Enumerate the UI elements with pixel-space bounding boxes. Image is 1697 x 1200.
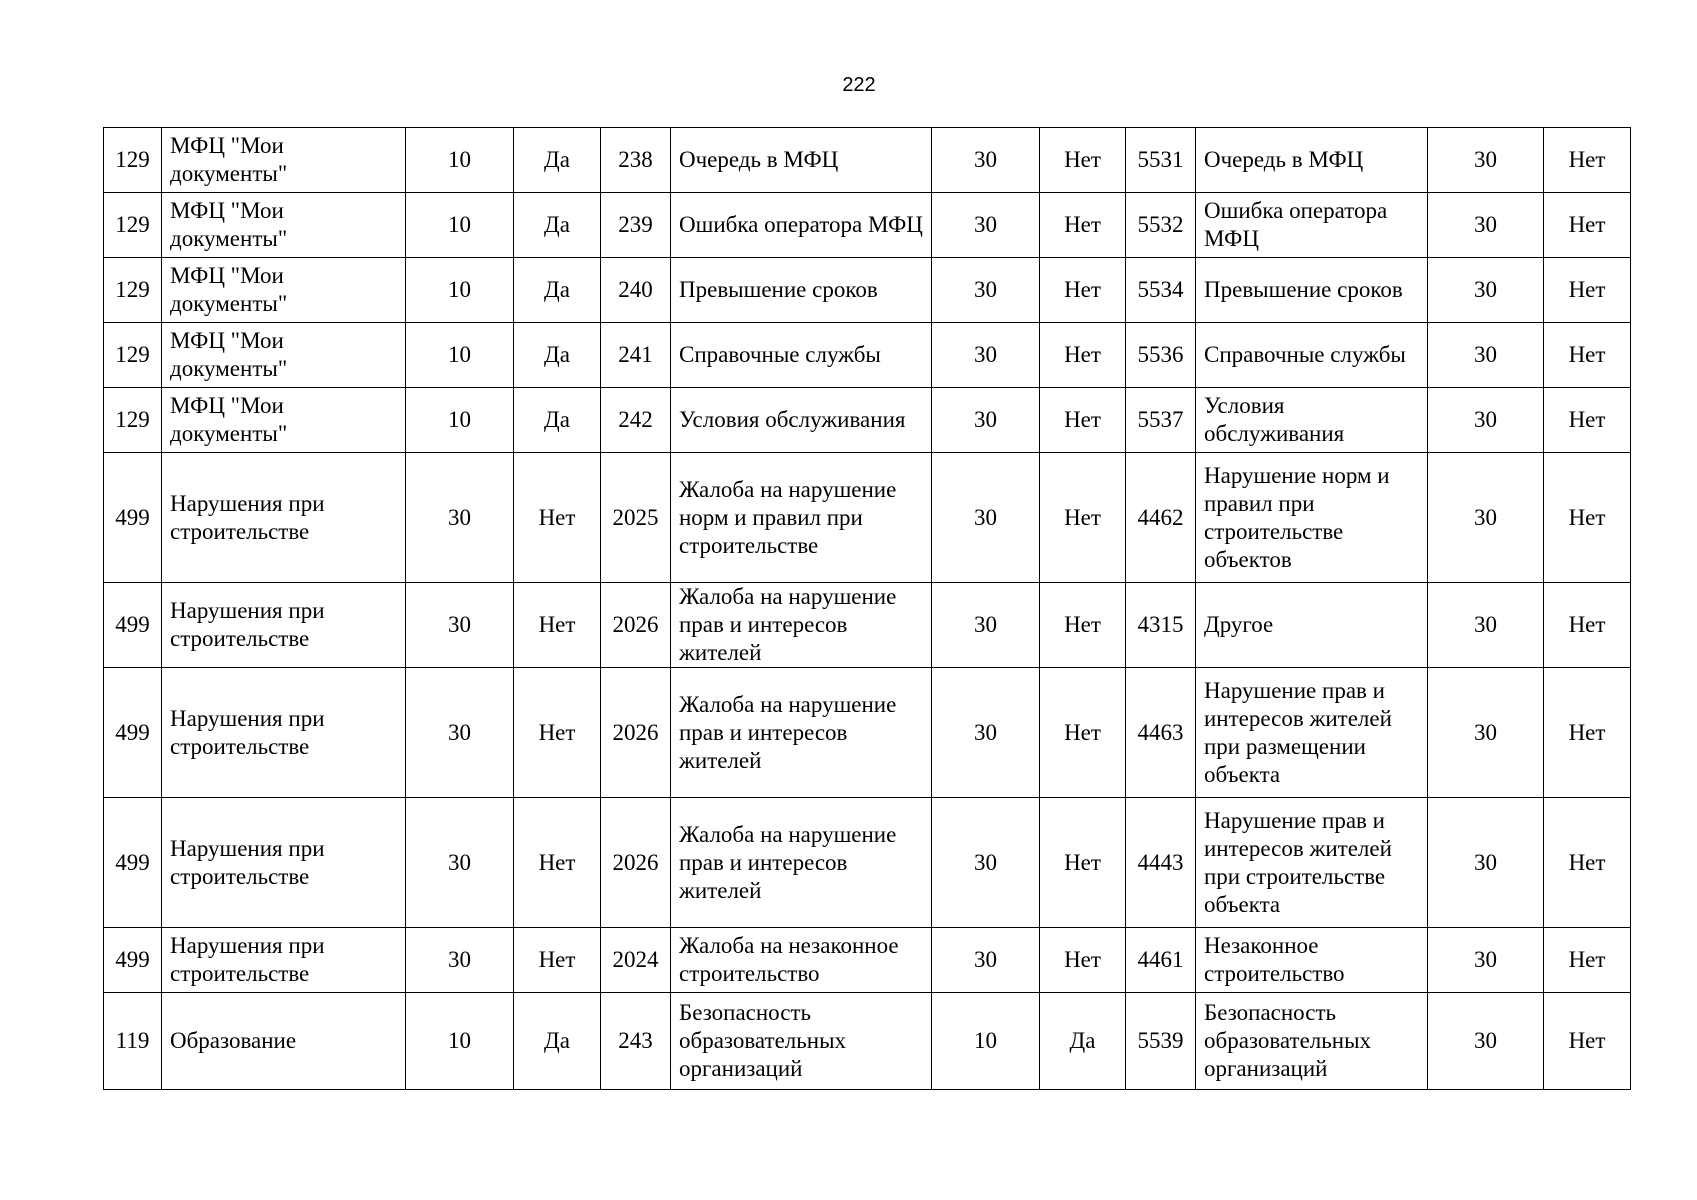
category-days-cell: 30 [406, 798, 514, 928]
topic-days-cell: 30 [1428, 193, 1544, 258]
subcategory-name-cell: Жалоба на нарушение прав и интересов жителей [671, 668, 932, 798]
category-code-cell: 119 [104, 993, 162, 1090]
category-code-cell: 499 [104, 668, 162, 798]
category-flag-cell: Нет [514, 453, 601, 583]
subcategory-flag-cell: Нет [1040, 258, 1126, 323]
subcategory-flag-cell: Нет [1040, 128, 1126, 193]
subcategory-days-cell: 30 [932, 453, 1040, 583]
category-flag-cell: Нет [514, 928, 601, 993]
topic-name-cell: Превышение сроков [1196, 258, 1428, 323]
topic-name-cell: Нарушение норм и правил при строительстве объектов [1196, 453, 1428, 583]
topic-days-cell: 30 [1428, 668, 1544, 798]
category-days-cell: 10 [406, 323, 514, 388]
subcategory-code-cell: 2025 [601, 453, 671, 583]
category-days-cell: 10 [406, 193, 514, 258]
category-flag-cell: Да [514, 128, 601, 193]
topic-flag-cell: Нет [1544, 388, 1631, 453]
topic-flag-cell: Нет [1544, 258, 1631, 323]
topic-code-cell: 5537 [1126, 388, 1196, 453]
subcategory-flag-cell: Нет [1040, 193, 1126, 258]
category-name-cell: Нарушения при строительстве [162, 453, 406, 583]
topic-code-cell: 5531 [1126, 128, 1196, 193]
subcategory-name-cell: Жалоба на нарушение норм и правил при строительстве [671, 453, 932, 583]
subcategory-days-cell: 30 [932, 668, 1040, 798]
subcategory-code-cell: 2026 [601, 583, 671, 668]
topic-days-cell: 30 [1428, 993, 1544, 1090]
subcategory-code-cell: 2026 [601, 668, 671, 798]
topic-flag-cell: Нет [1544, 128, 1631, 193]
table-row [104, 453, 1631, 583]
subcategory-code-cell: 238 [601, 128, 671, 193]
topic-code-cell: 5532 [1126, 193, 1196, 258]
subcategory-days-cell: 30 [932, 323, 1040, 388]
topic-name-cell: Ошибка оператора МФЦ [1196, 193, 1428, 258]
subcategory-name-cell: Жалоба на нарушение прав и интересов жителей [671, 798, 932, 928]
topic-days-cell: 30 [1428, 453, 1544, 583]
classification-table [103, 127, 1631, 1090]
subcategory-days-cell: 30 [932, 798, 1040, 928]
category-name-cell: МФЦ "Мои документы" [162, 258, 406, 323]
subcategory-code-cell: 239 [601, 193, 671, 258]
table-row [104, 798, 1631, 928]
topic-flag-cell: Нет [1544, 323, 1631, 388]
subcategory-flag-cell: Нет [1040, 388, 1126, 453]
table-row [104, 928, 1631, 993]
topic-flag-cell: Нет [1544, 668, 1631, 798]
category-code-cell: 499 [104, 583, 162, 668]
subcategory-days-cell: 30 [932, 928, 1040, 993]
topic-code-cell: 5539 [1126, 993, 1196, 1090]
category-name-cell: МФЦ "Мои документы" [162, 193, 406, 258]
category-days-cell: 30 [406, 453, 514, 583]
table-row [104, 258, 1631, 323]
subcategory-flag-cell: Нет [1040, 928, 1126, 993]
subcategory-code-cell: 242 [601, 388, 671, 453]
category-days-cell: 30 [406, 668, 514, 798]
subcategory-code-cell: 2024 [601, 928, 671, 993]
subcategory-days-cell: 30 [932, 193, 1040, 258]
category-flag-cell: Да [514, 323, 601, 388]
category-flag-cell: Нет [514, 583, 601, 668]
category-flag-cell: Да [514, 193, 601, 258]
category-code-cell: 129 [104, 258, 162, 323]
topic-name-cell: Незаконное строительство [1196, 928, 1428, 993]
category-name-cell: МФЦ "Мои документы" [162, 128, 406, 193]
subcategory-name-cell: Условия обслуживания [671, 388, 932, 453]
topic-code-cell: 4461 [1126, 928, 1196, 993]
topic-code-cell: 5536 [1126, 323, 1196, 388]
topic-days-cell: 30 [1428, 798, 1544, 928]
subcategory-code-cell: 243 [601, 993, 671, 1090]
subcategory-name-cell: Жалоба на нарушение прав и интересов жителей [671, 583, 932, 668]
subcategory-days-cell: 30 [932, 258, 1040, 323]
topic-name-cell: Другое [1196, 583, 1428, 668]
topic-days-cell: 30 [1428, 388, 1544, 453]
topic-name-cell: Нарушение прав и интересов жителей при размещении объекта [1196, 668, 1428, 798]
subcategory-name-cell: Ошибка оператора МФЦ [671, 193, 932, 258]
subcategory-flag-cell: Да [1040, 993, 1126, 1090]
category-days-cell: 30 [406, 583, 514, 668]
subcategory-flag-cell: Нет [1040, 453, 1126, 583]
topic-code-cell: 5534 [1126, 258, 1196, 323]
subcategory-days-cell: 30 [932, 583, 1040, 668]
topic-flag-cell: Нет [1544, 993, 1631, 1090]
subcategory-code-cell: 2026 [601, 798, 671, 928]
category-days-cell: 10 [406, 388, 514, 453]
subcategory-name-cell: Безопасность образовательных организаций [671, 993, 932, 1090]
subcategory-name-cell: Жалоба на незаконное строительство [671, 928, 932, 993]
category-code-cell: 499 [104, 928, 162, 993]
subcategory-name-cell: Справочные службы [671, 323, 932, 388]
table-row [104, 583, 1631, 668]
category-flag-cell: Да [514, 258, 601, 323]
topic-code-cell: 4443 [1126, 798, 1196, 928]
topic-name-cell: Нарушение прав и интересов жителей при строительстве объекта [1196, 798, 1428, 928]
category-name-cell: МФЦ "Мои документы" [162, 323, 406, 388]
page-number: 222 [842, 74, 876, 96]
topic-days-cell: 30 [1428, 583, 1544, 668]
table-row [104, 323, 1631, 388]
subcategory-flag-cell: Нет [1040, 323, 1126, 388]
topic-flag-cell: Нет [1544, 453, 1631, 583]
topic-days-cell: 30 [1428, 323, 1544, 388]
category-code-cell: 129 [104, 388, 162, 453]
subcategory-flag-cell: Нет [1040, 798, 1126, 928]
subcategory-days-cell: 10 [932, 993, 1040, 1090]
topic-days-cell: 30 [1428, 128, 1544, 193]
topic-code-cell: 4315 [1126, 583, 1196, 668]
category-code-cell: 129 [104, 323, 162, 388]
topic-flag-cell: Нет [1544, 193, 1631, 258]
category-name-cell: Нарушения при строительстве [162, 583, 406, 668]
category-name-cell: Нарушения при строительстве [162, 798, 406, 928]
topic-code-cell: 4462 [1126, 453, 1196, 583]
table-row [104, 193, 1631, 258]
category-code-cell: 129 [104, 193, 162, 258]
subcategory-name-cell: Очередь в МФЦ [671, 128, 932, 193]
topic-name-cell: Безопасность образовательных организаций [1196, 993, 1428, 1090]
category-flag-cell: Да [514, 993, 601, 1090]
table-row [104, 388, 1631, 453]
category-days-cell: 10 [406, 128, 514, 193]
category-flag-cell: Нет [514, 798, 601, 928]
table-row [104, 993, 1631, 1090]
topic-flag-cell: Нет [1544, 928, 1631, 993]
topic-days-cell: 30 [1428, 928, 1544, 993]
topic-flag-cell: Нет [1544, 583, 1631, 668]
table-row [104, 128, 1631, 193]
category-name-cell: МФЦ "Мои документы" [162, 388, 406, 453]
subcategory-days-cell: 30 [932, 128, 1040, 193]
topic-name-cell: Условия обслуживания [1196, 388, 1428, 453]
subcategory-flag-cell: Нет [1040, 668, 1126, 798]
category-flag-cell: Нет [514, 668, 601, 798]
category-days-cell: 10 [406, 258, 514, 323]
category-code-cell: 499 [104, 798, 162, 928]
topic-name-cell: Справочные службы [1196, 323, 1428, 388]
category-flag-cell: Да [514, 388, 601, 453]
topic-flag-cell: Нет [1544, 798, 1631, 928]
topic-name-cell: Очередь в МФЦ [1196, 128, 1428, 193]
category-days-cell: 30 [406, 928, 514, 993]
category-code-cell: 129 [104, 128, 162, 193]
topic-code-cell: 4463 [1126, 668, 1196, 798]
topic-days-cell: 30 [1428, 258, 1544, 323]
category-code-cell: 499 [104, 453, 162, 583]
subcategory-code-cell: 241 [601, 323, 671, 388]
subcategory-flag-cell: Нет [1040, 583, 1126, 668]
category-days-cell: 10 [406, 993, 514, 1090]
category-name-cell: Нарушения при строительстве [162, 668, 406, 798]
subcategory-name-cell: Превышение сроков [671, 258, 932, 323]
category-name-cell: Нарушения при строительстве [162, 928, 406, 993]
table-row [104, 668, 1631, 798]
subcategory-days-cell: 30 [932, 388, 1040, 453]
subcategory-code-cell: 240 [601, 258, 671, 323]
category-name-cell: Образование [162, 993, 406, 1090]
